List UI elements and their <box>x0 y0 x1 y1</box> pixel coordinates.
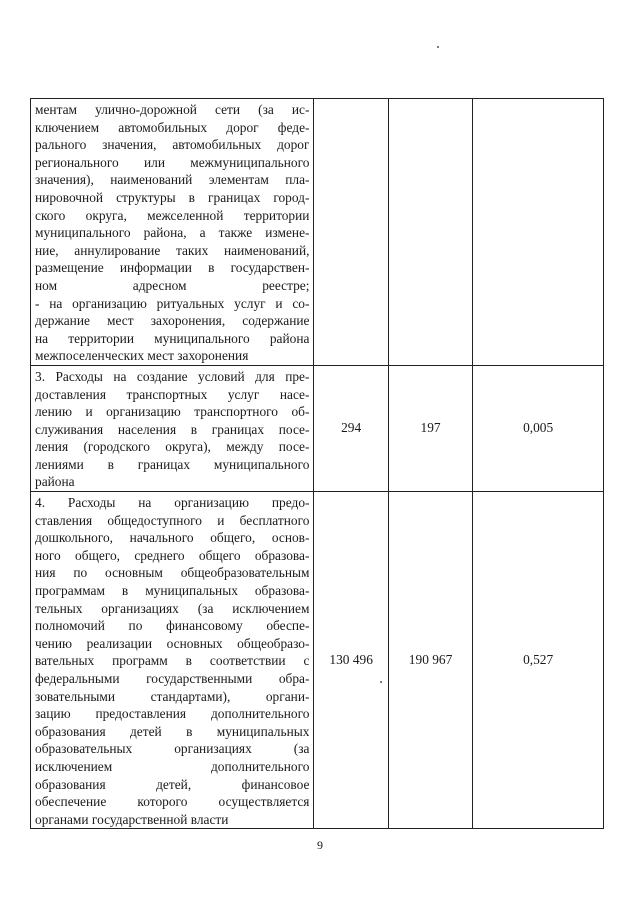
table-row <box>31 99 604 366</box>
description-text <box>31 492 313 828</box>
value-c: 0,527 <box>523 652 554 668</box>
description-line: ключением автомобильных дорог феде- <box>35 119 310 135</box>
value-c-cell <box>473 365 604 491</box>
description-line: служивания населения в границах посе- <box>35 421 310 437</box>
description-line: полномочий по финансовому обеспе- <box>35 618 310 634</box>
description-line: ние, аннулирование таких наименований, <box>35 242 310 258</box>
table-row <box>31 365 604 491</box>
description-text <box>31 366 313 491</box>
description-line: значения), наименований элементам пла- <box>35 172 310 188</box>
description-line: программам в муниципальных образова- <box>35 583 310 599</box>
description-line: обеспечение которого осуществляется <box>35 794 310 810</box>
description-line: дошкольного, начального общего, основ- <box>35 530 310 546</box>
description-line: лению и организацию транспортного об- <box>35 404 310 420</box>
description-line: ния по основным общеобразовательным <box>35 565 310 581</box>
description-line: района <box>35 474 75 490</box>
description-text <box>31 99 313 365</box>
row-description <box>31 365 314 491</box>
description-line: нировочной структуры в границах город- <box>35 189 310 205</box>
description-line: вательных программ в соответствии с <box>35 653 310 669</box>
value-a: 294 <box>341 420 362 436</box>
description-line: 4. Расходы на организацию предо- <box>35 495 310 511</box>
description-line: доставления транспортных услуг насе- <box>35 386 310 402</box>
description-line: 3. Расходы на создание условий для пре- <box>35 368 310 384</box>
value-a-cell <box>314 365 388 491</box>
description-line: лениями в границах муниципального <box>35 456 310 472</box>
description-line: муниципального района, а также измене- <box>35 225 310 241</box>
description-line: держание мест захоронения, содержание <box>35 313 310 329</box>
description-line: органами государственной власти <box>35 811 229 827</box>
scan-speck <box>380 681 382 683</box>
description-line: зовательными стандартами), органи- <box>35 688 310 704</box>
value-c-cell <box>473 99 604 366</box>
value-b-cell <box>388 492 472 829</box>
description-line: федеральными государственными обра- <box>35 671 310 686</box>
value-b: 197 <box>420 420 441 436</box>
description-line: ном адресном реестре; <box>35 277 310 293</box>
description-line: регионального или межмуниципального <box>35 154 310 170</box>
value-b: 190 967 <box>408 652 453 668</box>
description-line: образования детей в муниципальных <box>35 723 310 739</box>
description-line: размещение информации в государствен- <box>35 260 310 276</box>
description-line: образовательных организациях (за <box>35 741 310 757</box>
description-line: образования детей, финансовое <box>35 776 310 792</box>
description-line: ментам улично-дорожной сети (за ис- <box>35 102 310 117</box>
value-a-cell <box>314 492 388 829</box>
table-body <box>31 99 604 829</box>
value-c: 0,005 <box>523 420 554 436</box>
description-line: зацию предоставления дополнительного <box>35 706 310 722</box>
scan-speck <box>437 46 439 48</box>
description-line: ного общего, среднего общего образова- <box>35 547 310 563</box>
description-line: чению реализации основных общеобразо- <box>35 635 310 651</box>
value-c-cell <box>473 492 604 829</box>
budget-table <box>30 98 604 829</box>
description-line: - на организацию ритуальных услуг и со- <box>35 295 310 311</box>
table-row <box>31 492 604 829</box>
value-a: 130 496 <box>329 652 373 668</box>
description-line: исключением дополнительного <box>35 758 310 774</box>
row-description <box>31 492 314 829</box>
value-a-cell <box>314 99 388 366</box>
description-line: ского округа, межселенной территории <box>35 207 310 223</box>
description-line: тельных организациях (за исключением <box>35 600 310 616</box>
value-b-cell <box>388 99 472 366</box>
description-line: межпоселенческих мест захоронения <box>35 348 249 364</box>
value-b-cell <box>388 365 472 491</box>
description-line: на территории муниципального района <box>35 330 310 346</box>
description-line: рального значения, автомобильных дорог <box>35 137 310 153</box>
description-line: ления (городского округа), между посе- <box>35 439 310 455</box>
description-line: ставления общедоступного и бесплатного <box>35 512 310 528</box>
row-description <box>31 99 314 366</box>
page-number: 9 <box>317 838 323 852</box>
